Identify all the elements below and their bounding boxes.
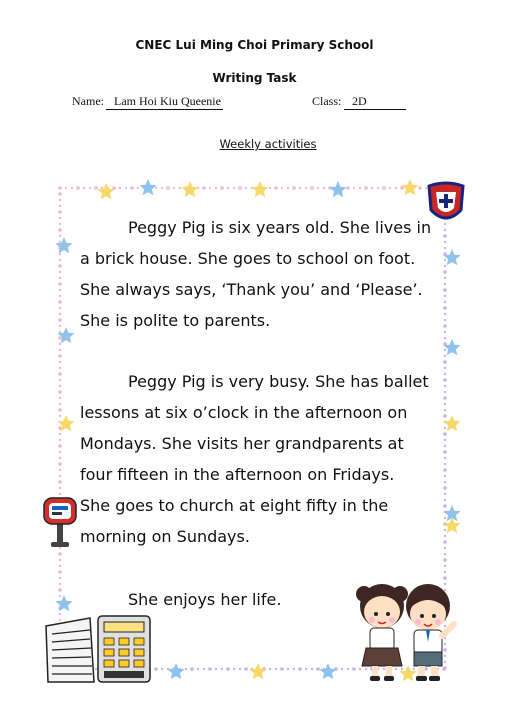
frame-dot [347,668,349,670]
frame-dot [444,319,446,321]
frame-star [251,181,268,197]
frame-dot [58,588,62,592]
frame-star [55,595,72,611]
frame-star [139,179,156,195]
frame-dot [83,187,85,189]
frame-dot [58,318,62,322]
frame-dot [59,223,61,225]
frame-dot [444,493,446,495]
frame-dot [364,186,368,190]
frame-star [181,181,198,197]
frame-dot [203,668,205,670]
frame-dot [359,187,361,189]
story-line: Mondays. She visits her grandparents at [80,434,404,453]
frame-dot [58,300,62,304]
story-line: Peggy Pig is very busy. She has ballet [128,372,429,391]
frame-dot [215,668,217,670]
frame-star [249,663,266,679]
frame-dot [59,187,61,189]
frame-dot [137,187,139,189]
frame-dot [298,667,302,671]
frame-dot [59,313,61,315]
frame-dot [269,187,271,189]
frame-dot [444,535,446,537]
frame-dot [444,391,446,393]
frame-dot [71,187,73,189]
frame-dot [59,205,61,207]
name-label: Name: [72,94,104,108]
frame-dot [323,187,325,189]
frame-dot [274,186,278,190]
frame-star [57,327,74,343]
frame-dot [58,408,62,412]
frame-dot [444,463,446,465]
story-line: a brick house. She goes to school on foot. [80,249,416,268]
frame-dot [59,289,61,291]
frame-dot [59,379,61,381]
frame-dot [269,668,271,670]
story-line: Peggy Pig is six years old. She lives in [128,218,432,237]
frame-dot [443,540,447,544]
story-line: She is polite to parents. [80,311,271,330]
frame-dot [317,187,319,189]
frame-dot [233,668,235,670]
frame-dot [346,186,350,190]
frame-star [319,663,336,679]
frame-dot [444,457,446,459]
frame-dot [59,595,61,597]
frame-dot [418,186,422,190]
frame-dot [94,186,98,190]
frame-dot [443,468,447,472]
frame-star [443,249,460,265]
frame-dot [382,186,386,190]
frame-star [167,663,184,679]
frame-dot [215,187,217,189]
frame-star [329,181,346,197]
frame-dot [444,241,446,243]
frame-dot [244,667,248,671]
frame-dot [58,336,62,340]
frame-dot [316,667,320,671]
story-line: She always says, ‘Thank you’ and ‘Please’. [80,280,423,299]
frame-star [443,339,460,355]
frame-dot [125,187,127,189]
frame-dot [208,667,212,671]
frame-dot [190,667,194,671]
frame-dot [292,186,296,190]
frame-dot [443,558,447,562]
frame-dot [239,668,241,670]
paragraph-2 [80,366,440,552]
frame-dot [58,264,62,268]
class-label: Class: [312,94,342,108]
frame-dot [444,313,446,315]
frame-dot [444,445,446,447]
frame-dot [444,481,446,483]
frame-dot [444,295,446,297]
frame-dot [59,487,61,489]
frame-dot [444,385,446,387]
frame-dot [179,187,181,189]
frame-dot [444,403,446,405]
frame-dot [59,583,61,585]
frame-dot [59,295,61,297]
frame-dot [59,457,61,459]
bus-stop-icon [42,496,78,548]
frame-dot [245,187,247,189]
story-line: She enjoys her life. [128,590,282,609]
children-icon [350,572,460,684]
frame-dot [443,306,447,310]
frame-dot [161,668,163,670]
frame-dot [220,186,224,190]
frame-dot [119,187,121,189]
frame-dot [59,415,61,417]
frame-dot [444,283,446,285]
frame-dot [59,559,61,561]
story-line: lessons at six o’clock in the afternoon on [80,403,408,422]
frame-dot [59,403,61,405]
frame-dot [444,229,446,231]
task-title: Writing Task [212,71,297,85]
frame-dot [444,529,446,531]
frame-dot [59,469,61,471]
frame-dot [275,668,277,670]
frame-dot [58,354,62,358]
frame-dot [444,553,446,555]
frame-dot [233,187,235,189]
frame-dot [310,186,314,190]
frame-dot [443,360,447,364]
frame-star [97,183,114,199]
frame-dot [58,228,62,232]
frame-dot [444,367,446,369]
frame-dot [444,547,446,549]
frame-dot [293,668,295,670]
name-value: Lam Hoi Kiu Queenie [106,94,223,110]
frame-dot [58,552,62,556]
frame-dot [444,301,446,303]
frame-dot [58,210,62,214]
frame-dot [443,432,447,436]
octopus-card-machine-icon [44,612,154,684]
frame-dot [444,373,446,375]
frame-dot [59,361,61,363]
frame-dot [287,668,289,670]
frame-dot [58,192,62,196]
frame-dot [76,186,80,190]
frame-dot [209,187,211,189]
name-class-row [72,94,452,112]
frame-dot [65,187,67,189]
frame-dot [89,187,91,189]
frame-dot [443,270,447,274]
frame-dot [59,385,61,387]
frame-dot [444,277,446,279]
frame-dot [443,504,447,508]
frame-dot [443,414,447,418]
frame-dot [130,186,134,190]
frame-dot [59,349,61,351]
frame-dot [443,234,447,238]
frame-dot [59,565,61,567]
frame-dot [59,367,61,369]
frame-dot [305,187,307,189]
frame-dot [443,378,447,382]
frame-dot [444,517,446,519]
frame-dot [226,667,230,671]
frame-dot [197,668,199,670]
frame-dot [443,324,447,328]
frame-dot [444,247,446,249]
frame-dot [227,187,229,189]
frame-star [55,237,72,253]
story-line: morning on Sundays. [80,527,250,546]
frame-dot [443,450,447,454]
frame-dot [59,199,61,201]
paragraph-1 [80,212,440,336]
frame-dot [155,187,157,189]
frame-dot [389,187,391,189]
frame-star [443,517,460,533]
frame-dot [202,186,206,190]
story-text [80,212,440,615]
frame-dot [161,187,163,189]
frame-dot [173,187,175,189]
frame-dot [59,475,61,477]
frame-dot [166,186,170,190]
frame-dot [58,570,62,574]
frame-dot [371,187,373,189]
frame-dot [58,372,62,376]
frame-dot [353,187,355,189]
frame-dot [377,187,379,189]
frame-dot [443,486,447,490]
frame-dot [305,668,307,670]
frame-dot [59,277,61,279]
frame-dot [59,331,61,333]
frame-dot [59,451,61,453]
frame-dot [443,288,447,292]
frame-dot [58,462,62,466]
frame-dot [58,390,62,394]
frame-dot [444,331,446,333]
frame-dot [59,493,61,495]
frame-dot [444,337,446,339]
frame-dot [444,427,446,429]
frame-dot [59,307,61,309]
frame-dot [280,667,284,671]
frame-dot [287,187,289,189]
frame-dot [59,397,61,399]
frame-dot [59,439,61,441]
frame-dot [238,186,242,190]
frame-dot [59,253,61,255]
frame-dot [221,668,223,670]
frame-dot [444,475,446,477]
story-line: She goes to church at eight fifty in the [80,496,389,515]
frame-dot [444,409,446,411]
frame-dot [311,668,313,670]
frame-dot [58,282,62,286]
frame-dot [59,577,61,579]
frame-dot [444,355,446,357]
frame-dot [185,668,187,670]
frame-dot [281,187,283,189]
frame-dot [59,325,61,327]
frame-dot [444,439,446,441]
frame-dot [444,265,446,267]
frame-dot [59,235,61,237]
frame-dot [154,667,158,671]
frame-dot [59,271,61,273]
frame-dot [444,565,446,567]
frame-dot [58,444,62,448]
frame-dot [443,396,447,400]
subtitle: Weekly activities [219,137,317,151]
story-line: four fifteen in the afternoon on Fridays. [80,465,395,484]
frame-dot [444,259,446,261]
class-value: 2D [344,94,406,110]
frame-dot [59,217,61,219]
frame-dot [395,187,397,189]
frame-dot [59,259,61,261]
frame-dot [341,668,343,670]
school-name: CNEC Lui Ming Choi Primary School [135,38,374,52]
frame-dot [444,499,446,501]
frame-dot [444,349,446,351]
frame-dot [299,187,301,189]
frame-dot [58,480,62,484]
frame-star [401,179,418,195]
frame-dot [59,433,61,435]
